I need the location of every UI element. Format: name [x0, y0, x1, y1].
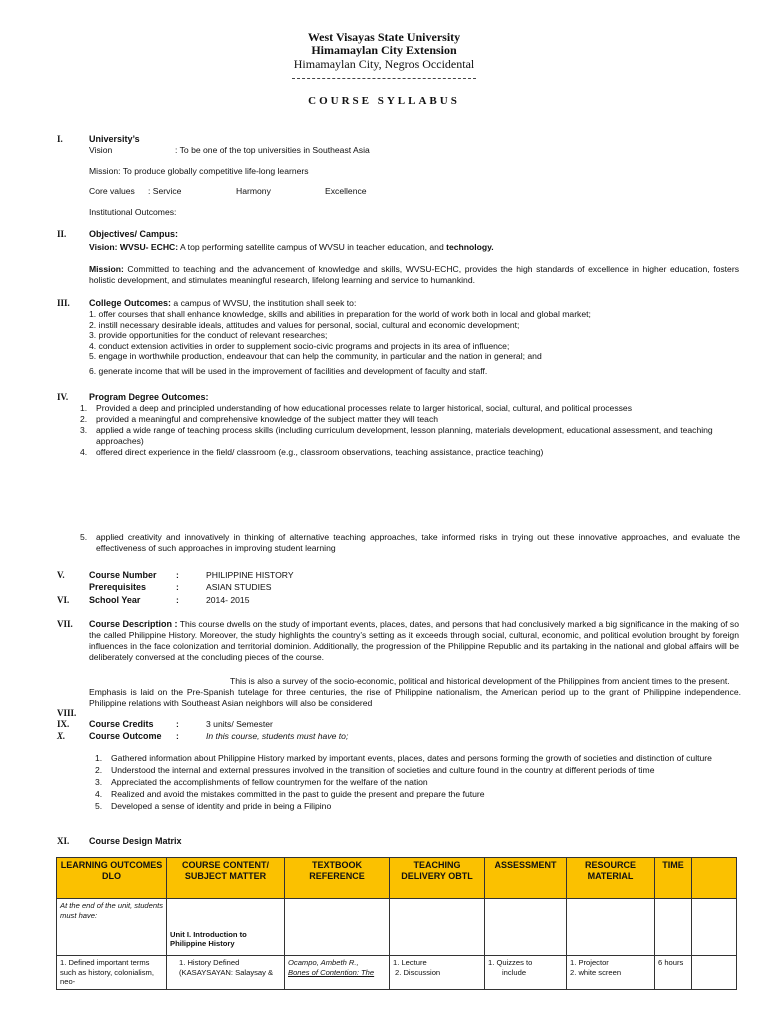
course-number-label: Course Number: [89, 570, 157, 580]
college-outcomes-list: [89, 309, 591, 376]
table-cell: [692, 956, 737, 990]
section-numeral: XI.: [57, 836, 70, 846]
course-description-p2: Emphasis is laid on the Pre-Spanish tutelage for three centuries, the rise of Philippine nationalism, the American period up to the grant of Philippine independence. Philippine relations with Southeast Asian neighbors will also be considered: [89, 687, 741, 708]
table-cell: [390, 899, 485, 956]
list-item: 2. Understood the internal and external pressures involved in the transition of societies and culture found in the country at different periods of time: [95, 765, 655, 775]
list-item: 1. Gathered information about Philippine History marked by important events, places, dates and persons forming the growth of societies and distinction of culture: [95, 753, 712, 763]
section-numeral: VII.: [57, 619, 73, 629]
course-outcome-label: Course Outcome: [89, 731, 162, 741]
college-outcomes-line: [89, 298, 356, 309]
list-item: 2. provided a meaningful and comprehensive knowledge of the subject matter they will teach: [80, 414, 439, 424]
colon: :: [176, 595, 179, 605]
list-item: 5. applied creativity and innovatively in thinking of alternative teaching approaches, take informed risks in trying out these innovative approaches, and evaluate the effectiveness of such approaches in improving student learning: [80, 532, 740, 553]
table-cell: [390, 956, 485, 990]
list-item: 5. engage in worthwhile production, endeavour that can help the community, in particular and the nation in general; and: [89, 351, 542, 361]
table-cell: [485, 899, 567, 956]
section-numeral: I.: [57, 134, 63, 144]
list-item: 1. Provided a deep and principled understanding of how educational processes relate to larger historical, social, cultural, and political processes: [80, 403, 632, 413]
campus-mission: [89, 264, 739, 286]
section-heading: Program Degree Outcomes:: [89, 392, 209, 402]
table-cell: [285, 956, 390, 990]
prerequisites-label: Prerequisites: [89, 582, 147, 592]
mission-text: Mission: To produce globally competitive life-long learners: [89, 166, 309, 176]
column-header: ASSESSMENT: [485, 858, 567, 899]
section-heading: University’s: [89, 134, 140, 144]
section-numeral: II.: [57, 229, 67, 239]
colon: :: [176, 719, 179, 729]
column-header: LEARNING OUTCOMES DLO: [57, 858, 167, 899]
table-cell: [692, 899, 737, 956]
table-cell: [485, 956, 567, 990]
core-value: Harmony: [236, 186, 271, 196]
vision-label: Vision: [89, 145, 113, 155]
column-header: TEACHING DELIVERY OBTL: [390, 858, 485, 899]
course-design-matrix-label: Course Design Matrix: [89, 836, 182, 846]
delivery-item: 1. Lecture: [393, 958, 427, 967]
column-header: [692, 858, 737, 899]
course-outcomes-list: [95, 752, 735, 812]
assessment-item: include: [502, 967, 527, 977]
course-description-label: Course Description :: [89, 619, 178, 629]
school-year-value: 2014- 2015: [206, 595, 250, 605]
table-cell: [567, 956, 655, 990]
campus-mission-text: Committed to teaching and the advancement of knowledge and skills, WVSU-ECHC, provides the high standards of excellence in higher education, fosters holistic development, and stimulates meaningful research, lifelong learning and service to humankind.: [89, 264, 739, 285]
list-item: 4. Realized and avoid the mistakes committed in the past to guide the present and prepare the future: [95, 789, 485, 799]
course-number-value: PHILIPPINE HISTORY: [206, 570, 294, 580]
campus-vision-lead: Vision: WVSU- ECHC:: [89, 242, 179, 252]
list-item: 3. provide opportunities for the conduct of relevant researches;: [89, 330, 328, 340]
section-numeral: IV.: [57, 392, 69, 402]
colon: :: [176, 731, 179, 741]
campus-name: Himamaylan City Extension: [311, 43, 457, 57]
column-header: RESOURCE MATERIAL: [567, 858, 655, 899]
list-item: 4. conduct extension activities in order to supplement socio-civic programs and projects in its area of influence;: [89, 340, 510, 351]
section-numeral: VIII.: [57, 708, 77, 718]
school-year-label: School Year: [89, 595, 141, 605]
colon: :: [176, 582, 179, 592]
table-cell: [567, 899, 655, 956]
table-row: [57, 956, 737, 990]
course-credits-value: 3 units/ Semester: [206, 719, 273, 729]
table-cell: 6 hours: [655, 956, 692, 990]
core-values-label: Core values: [89, 186, 135, 196]
university-name: West Visayas State University: [307, 30, 461, 44]
course-outcome-intro: In this course, students must have to;: [206, 731, 349, 741]
table-cell: [285, 899, 390, 956]
campus-mission-lead: Mission:: [89, 264, 124, 274]
course-description-p1: [89, 619, 739, 663]
prerequisites-value: ASIAN STUDIES: [206, 582, 272, 592]
college-outcomes-intro: a campus of WVSU, the institution shall seek to:: [171, 298, 357, 308]
table-cell: [167, 899, 285, 924]
vision-text: : To be one of the top universities in Southeast Asia: [175, 145, 370, 155]
campus-vision-bold: technology.: [446, 242, 494, 252]
column-header: COURSE CONTENT/ SUBJECT MATTER: [167, 858, 285, 899]
course-credits-label: Course Credits: [89, 719, 154, 729]
reference-title: Bones of Contention: The: [288, 967, 375, 977]
column-header: TIME: [655, 858, 692, 899]
resource-item: 2. white screen: [570, 967, 622, 977]
list-item: 1. offer courses that shall enhance knowledge, skills and abilities in preparation for the world of work both in local and global market;: [89, 309, 591, 319]
table-row: [57, 899, 737, 924]
section-numeral: X.: [57, 731, 66, 741]
delivery-item: 2. Discussion: [395, 967, 441, 977]
list-item: 2. instill necessary desirable ideals, attitudes and values for personal, social, cultural and economic development;: [89, 319, 520, 330]
section-numeral: V.: [57, 570, 65, 580]
section-numeral: IX.: [57, 719, 70, 729]
course-design-matrix: [56, 857, 737, 990]
course-description-text: This course dwells on the study of important events, places, dates, and persons that had conclusively marked a big significance in the making of so the called Philippine History. Moreover, the study highlights the country’s setting as it exceeds through social, cultural, economic, and political evolution brought by foreign influences in the face colonization and territorial dominion. Additionally, the progression of the Philippine Republic and its partaking in the national and global affairs will be deliberately conversed at the concluding pieces of the course.: [89, 619, 739, 662]
program-outcomes-list-cont: [80, 532, 740, 554]
institutional-outcomes: Institutional Outcomes:: [89, 207, 177, 217]
course-description-p2-indent: This is also a survey of the socio-economic, political and historical development of the Philippines from ancient times to the present.: [230, 676, 730, 686]
assessment-item: 1. Quizzes to: [488, 958, 533, 967]
list-item: 3. Appreciated the accomplishments of fellow countrymen for the welfare of the nation: [95, 777, 428, 787]
section-heading: Objectives/ Campus:: [89, 229, 179, 239]
table-cell: 1. Defined important terms such as history, colonialism, neo-: [57, 956, 167, 990]
table-cell: [655, 899, 692, 956]
table-cell: 1. History Defined (KASAYSAYAN: Salaysay &: [167, 956, 285, 990]
list-item: 3. applied a wide range of teaching process skills (including curriculum development, lesson planning, materials development, educational assessment, and teaching approaches): [80, 425, 713, 446]
campus-vision: [89, 242, 494, 253]
section-numeral: III.: [57, 298, 70, 308]
campus-vision-text: A top performing satellite campus of WVSU in teacher education, and: [178, 242, 447, 252]
reference-author: Ocampo, Ambeth R.,: [288, 958, 359, 967]
colon: :: [176, 570, 179, 580]
section-numeral: VI.: [57, 595, 70, 605]
program-outcomes-list: [80, 403, 736, 458]
core-value: : Service: [148, 186, 182, 196]
campus-address: Himamaylan City, Negros Occidental: [293, 57, 475, 71]
list-item: 5. Developed a sense of identity and pride in being a Filipino: [95, 801, 332, 811]
core-value: Excellence: [325, 186, 367, 196]
header-rule: [292, 78, 476, 79]
list-item: 4. offered direct experience in the field/ classroom (e.g., classroom observations, teaching assistance, practice teaching): [80, 447, 544, 457]
column-header: TEXTBOOK REFERENCE: [285, 858, 390, 899]
document-title: COURSE SYLLABUS: [308, 95, 460, 107]
list-item: 6. generate income that will be used in the improvement of facilities and development of faculty and staff.: [89, 365, 488, 376]
table-cell: Unit I. Introduction to Philippine History: [167, 923, 285, 956]
resource-item: 1. Projector: [570, 958, 609, 967]
section-heading: College Outcomes:: [89, 298, 172, 308]
table-cell: At the end of the unit, students must have:: [57, 899, 167, 956]
table-header-row: [57, 858, 737, 899]
